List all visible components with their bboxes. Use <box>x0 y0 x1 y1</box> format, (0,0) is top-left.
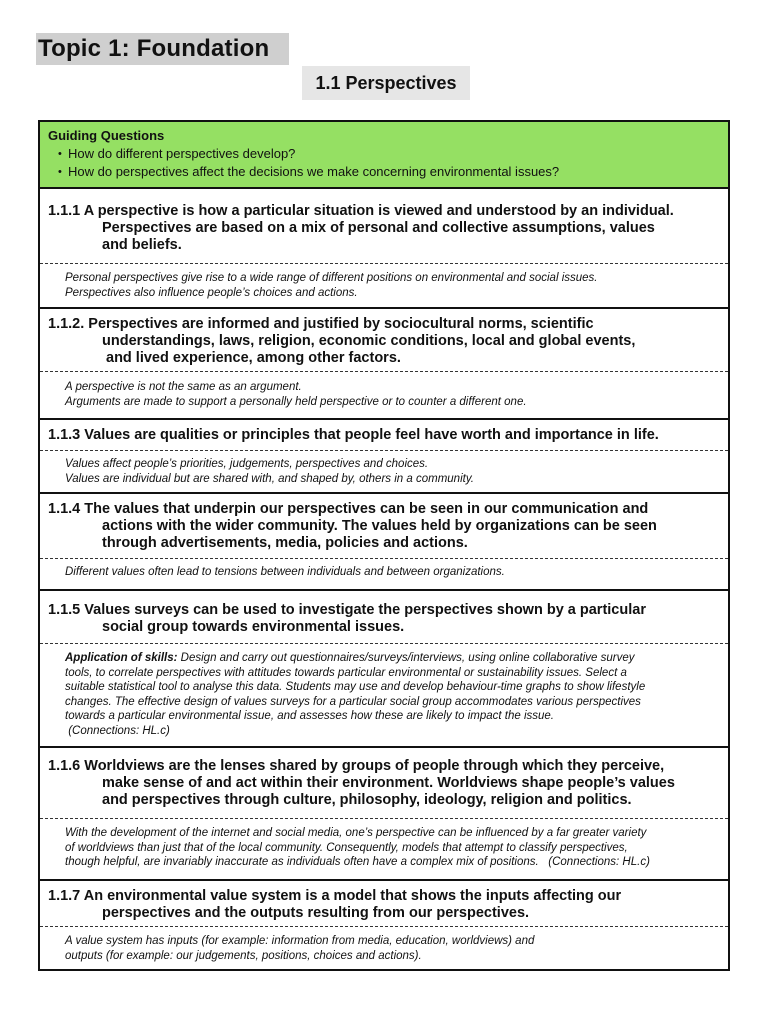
item-note: Values affect people’s priorities, judgements, perspectives and choices. Values are individual but are shared with, and shaped by, others in a community. <box>40 450 728 490</box>
guiding-questions-box <box>40 122 728 189</box>
item-1-1-6 <box>40 748 728 881</box>
item-statement: 1.1.3 Values are qualities or principles that people feel have worth and importance in life. <box>48 427 659 443</box>
topic-title: Topic 1: Foundation <box>36 33 289 65</box>
item-1-1-2 <box>40 309 728 420</box>
item-1-1-7 <box>40 881 728 969</box>
guiding-question: • How do perspectives affect the decisions we make concerning environmental issues? <box>68 163 720 181</box>
item-statement: 1.1.2. Perspectives are informed and justified by sociocultural norms, scientific understandings, laws, religion, economic conditions, local and global events, and lived experience, among other factors. <box>48 316 636 366</box>
item-note: Personal perspectives give rise to a wide range of different positions on environmental and social issues. Perspectives also influence people’s choices and actions. <box>40 263 728 305</box>
content-table <box>38 120 730 971</box>
guiding-questions-list <box>48 145 720 181</box>
item-note: Application of skills: Design and carry out questionnaires/surveys/interviews, using online collaborative survey tools, to correlate perspectives with attitudes towards particular environmental or sustainability issues. Select a suitable statistical tool to analyse this data. Students may use and develop behaviour-time graphs to show lifestyle changes. The effective design of values surveys for a particular social group accommodates various perspectives towards a particular environmental issue, and assesses how these are likely to impact the issue. (Connections: HL.c) <box>40 643 728 744</box>
item-note: A perspective is not the same as an argument. Arguments are made to support a personally held perspective or to counter a different one. <box>40 371 728 416</box>
item-statement: 1.1.4 The values that underpin our perspectives can be seen in our communication and actions with the wider community. The values held by organizations can be seen through advertisements, media, policies and actions. <box>48 501 657 551</box>
item-note: With the development of the internet and social media, one’s perspective can be influenced by a far greater variety of worldviews than just that of the local community. Consequently, models that attempt to classify perspectives, though helpful, are invariably inaccurate as individuals often have a complex mix of positions. (Connections: HL.c) <box>40 818 728 877</box>
item-statement: 1.1.6 Worldviews are the lenses shared by groups of people through which they perceive, make sense of and act within their environment. Worldviews shape people’s values and perspectives through culture, philosophy, ideology, religion and politics. <box>48 758 675 808</box>
item-statement: 1.1.1 A perspective is how a particular situation is viewed and understood by an individual. Perspectives are based on a mix of personal and collective assumptions, values and beliefs. <box>48 203 674 253</box>
item-1-1-3 <box>40 420 728 494</box>
item-1-1-4 <box>40 494 728 591</box>
item-1-1-1 <box>40 189 728 309</box>
item-1-1-5 <box>40 591 728 748</box>
item-note: Different values often lead to tensions between individuals and between organizations. <box>40 558 728 587</box>
item-statement: 1.1.7 An environmental value system is a model that shows the inputs affecting our perspectives and the outputs resulting from our perspectives. <box>48 888 622 921</box>
guiding-questions-title: Guiding Questions <box>48 128 165 143</box>
guiding-question: • How do different perspectives develop? <box>68 145 720 163</box>
item-statement: 1.1.5 Values surveys can be used to investigate the perspectives shown by a particular social group towards environmental issues. <box>48 602 646 635</box>
section-title: 1.1 Perspectives <box>302 66 470 100</box>
note-label: Application of skills: <box>65 652 178 664</box>
item-note: A value system has inputs (for example: information from media, education, worldviews) and outputs (for example: our judgements, positions, choices and actions). <box>40 926 728 969</box>
